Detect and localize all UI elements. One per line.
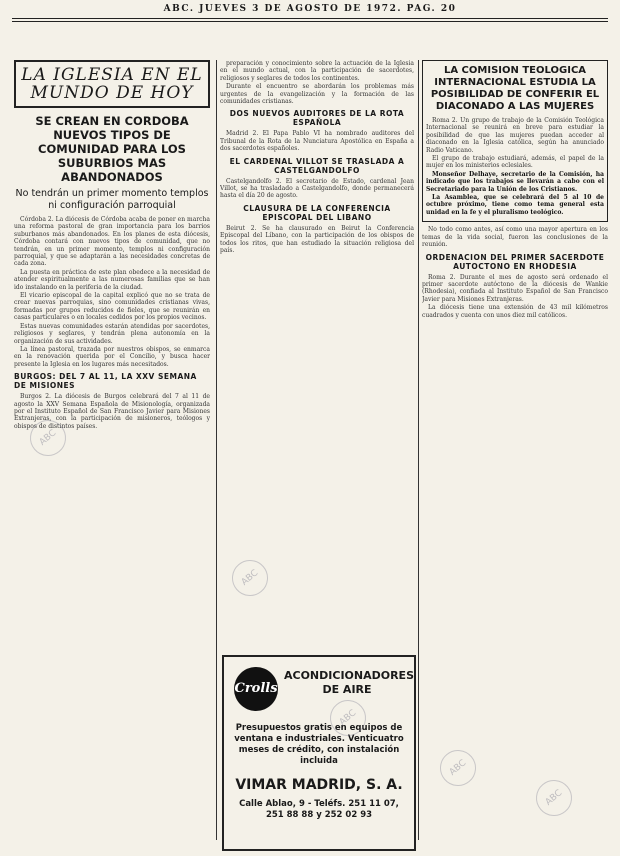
paragraph: La diócesis tiene una extensión de 43 mil kilómetros cuadrados y cuenta con unos diez mil católicos. <box>422 304 608 319</box>
article-headline: DOS NUEVOS AUDITORES DE LA ROTA ESPAÑOLA <box>229 109 405 128</box>
subheadline: No tendrán un primer momento templos ni configuración parroquial <box>15 188 209 211</box>
ad-contact-info: Calle Ablao, 9 - Teléfs. 251 11 07, 251 88 88 y 252 02 93 <box>239 799 399 820</box>
article-body <box>422 274 608 319</box>
featured-article <box>422 60 608 222</box>
advertisement <box>222 655 416 851</box>
header-rule-2 <box>12 21 608 22</box>
section-banner: LA IGLESIA EN EL MUNDO DE HOY <box>14 60 210 108</box>
article-headline: LA COMISION TEOLOGICA INTERNACIONAL ESTUDIA LA POSIBILIDAD DE CONFERIR EL DIACONADO A LAS MUJERES <box>430 65 600 112</box>
paragraph: Roma 2. Un grupo de trabajo de la Comisión Teológica Internacional se reunirá en breve para estudiar la posibilidad de que las mujeres puedan acceder al diaconado en la Iglesia católica, según ha anunciado Radio Vaticano. <box>426 117 604 154</box>
watermark-stamp: ABC <box>529 773 580 824</box>
article-headline: CLAUSURA DE LA CONFERENCIA EPISCOPAL DEL LIBANO <box>243 203 391 222</box>
watermark-stamp: ABC <box>323 693 374 744</box>
paragraph: Durante el encuentro se abordarán los problemas más urgentes de la evangelización y la formación de las comunidades cristianas. <box>220 83 414 106</box>
article-body <box>220 60 414 105</box>
paragraph: El grupo de trabajo estudiará, además, el papel de la mujer en los ministerios eclesiales. <box>426 155 604 170</box>
paragraph: Castelgandolfo 2. El secretario de Estado, cardenal Jean Villot, se ha trasladado a Castelgandolfo, donde permanecerá hasta el día 20 de agosto. <box>220 177 414 200</box>
paragraph: Madrid 2. El Papa Pablo VI ha nombrado auditores del Tribunal de la Rota de la Nunciatura Apostólica en España a dos sacerdotes españoles. <box>220 130 414 153</box>
paragraph: Estas nuevas comunidades estarán atendidas por sacerdotes, religiosos y seglares, y tendrán plena autonomía en la organización de sus actividades. <box>14 322 210 345</box>
paragraph: preparación y conocimiento sobre la actuación de la Iglesia en el mundo actual, con la participación de sacerdotes, religiosos y seglares de todos los continentes. <box>220 60 414 82</box>
article-body <box>426 117 604 216</box>
ad-body-text: Presupuestos gratis en equipos de ventana e industriales. Venticuatro meses de crédito, con instalación incluida <box>234 723 404 766</box>
watermark-stamp: ABC <box>23 413 74 464</box>
paragraph: No todo como antes, así como una mayor apertura en los temas de la vida social, fueron las conclusiones de la reunión. <box>422 226 608 249</box>
right-column <box>422 60 608 840</box>
article-headline: ORDENACION DEL PRIMER SACERDOTE AUTOCTONO EN RHODESIA <box>425 252 605 271</box>
paragraph: La Asamblea, que se celebrará del 5 al 10 de octubre próximo, tiene como tema general esta unidad en la fe y el pluralismo teológico. <box>426 194 604 216</box>
article-headline: EL CARDENAL VILLOT SE TRASLADA A CASTELGANDOLFO <box>229 156 405 175</box>
brand-logo: Crolls <box>234 667 278 711</box>
paragraph: Córdoba 2. La diócesis de Córdoba acaba de poner en marcha una reforma pastoral de gran importancia para los barrios suburbanos más abandonados. En los planes de esta diócesis, Córdoba contará con nuevos tipos de comunidad, que no tendrán, en un primer momento, templos ni configuración parroquial, y que se adaptarán a las necesidades concretas de cada zona. <box>14 216 210 268</box>
header-rule <box>12 18 608 19</box>
article-body <box>14 216 210 368</box>
article-body <box>220 225 414 255</box>
paragraph: La línea pastoral, trazada por nuestros obispos, se enmarca en la renovación querida por el Concilio, y busca hacer presente la Iglesia en los lugares más necesitados. <box>14 345 210 368</box>
paragraph: La puesta en práctica de este plan obedece a la necesidad de atender espiritualmente a las numerosas familias que se han ido instalando en la periferia de la ciudad. <box>14 268 210 291</box>
main-headline: SE CREAN EN CORDOBA NUEVOS TIPOS DE COMUNIDAD PARA LOS SUBURBIOS MAS ABANDONADOS <box>35 114 189 184</box>
paragraph: Burgos 2. La diócesis de Burgos celebrará del 7 al 11 de agosto la XXV Semana Española de Misionología, organizada por el Instituto Español de San Francisco Javier para Misiones Extranjeras, con la participación de misioneros, teólogos y obispos de distintos países. <box>14 393 210 430</box>
paragraph: Roma 2. Durante el mes de agosto será ordenado el primer sacerdote autóctono de la diócesis de Wankie (Rhodesia), confiada al Instituto Español de San Francisco Javier para Misiones Extranjeras. <box>422 273 608 303</box>
watermark-stamp: ABC <box>433 743 484 794</box>
paragraph: El vicario episcopal de la capital explicó que no se trata de crear nuevas parroquias, sino comunidades cristianas vivas, formadas por grupos reducidos de fieles, que se reunirán en casas particulares o en locales cedidos por los propios vecinos. <box>14 292 210 322</box>
page-header: ABC. JUEVES 3 DE AGOSTO DE 1972. PAG. 20 <box>163 4 457 14</box>
ad-company-name: VIMAR MADRID, S. A. <box>235 777 403 793</box>
ad-headline: ACONDICIONADORES DE AIRE <box>284 669 414 696</box>
article-headline: BURGOS: DEL 7 AL 11, LA XXV SEMANA DE MISIONES <box>14 372 197 391</box>
column-divider <box>418 60 419 840</box>
paragraph: Beirut 2. Se ha clausurado en Beirut la Conferencia Episcopal del Líbano, con la participación de los obispos de todos los ritos, que han estudiado la situación religiosa del país. <box>220 224 414 255</box>
paragraph: Monseñor Delhaye, secretario de la Comisión, ha indicado que los trabajos se llevarán a cabo con el Secretariado para la Unión de los Cristianos. <box>426 170 604 193</box>
article-body <box>220 130 414 152</box>
watermark-stamp: ABC <box>225 553 276 604</box>
article-body <box>220 178 414 200</box>
article-body <box>422 226 608 248</box>
column-divider <box>216 60 217 840</box>
